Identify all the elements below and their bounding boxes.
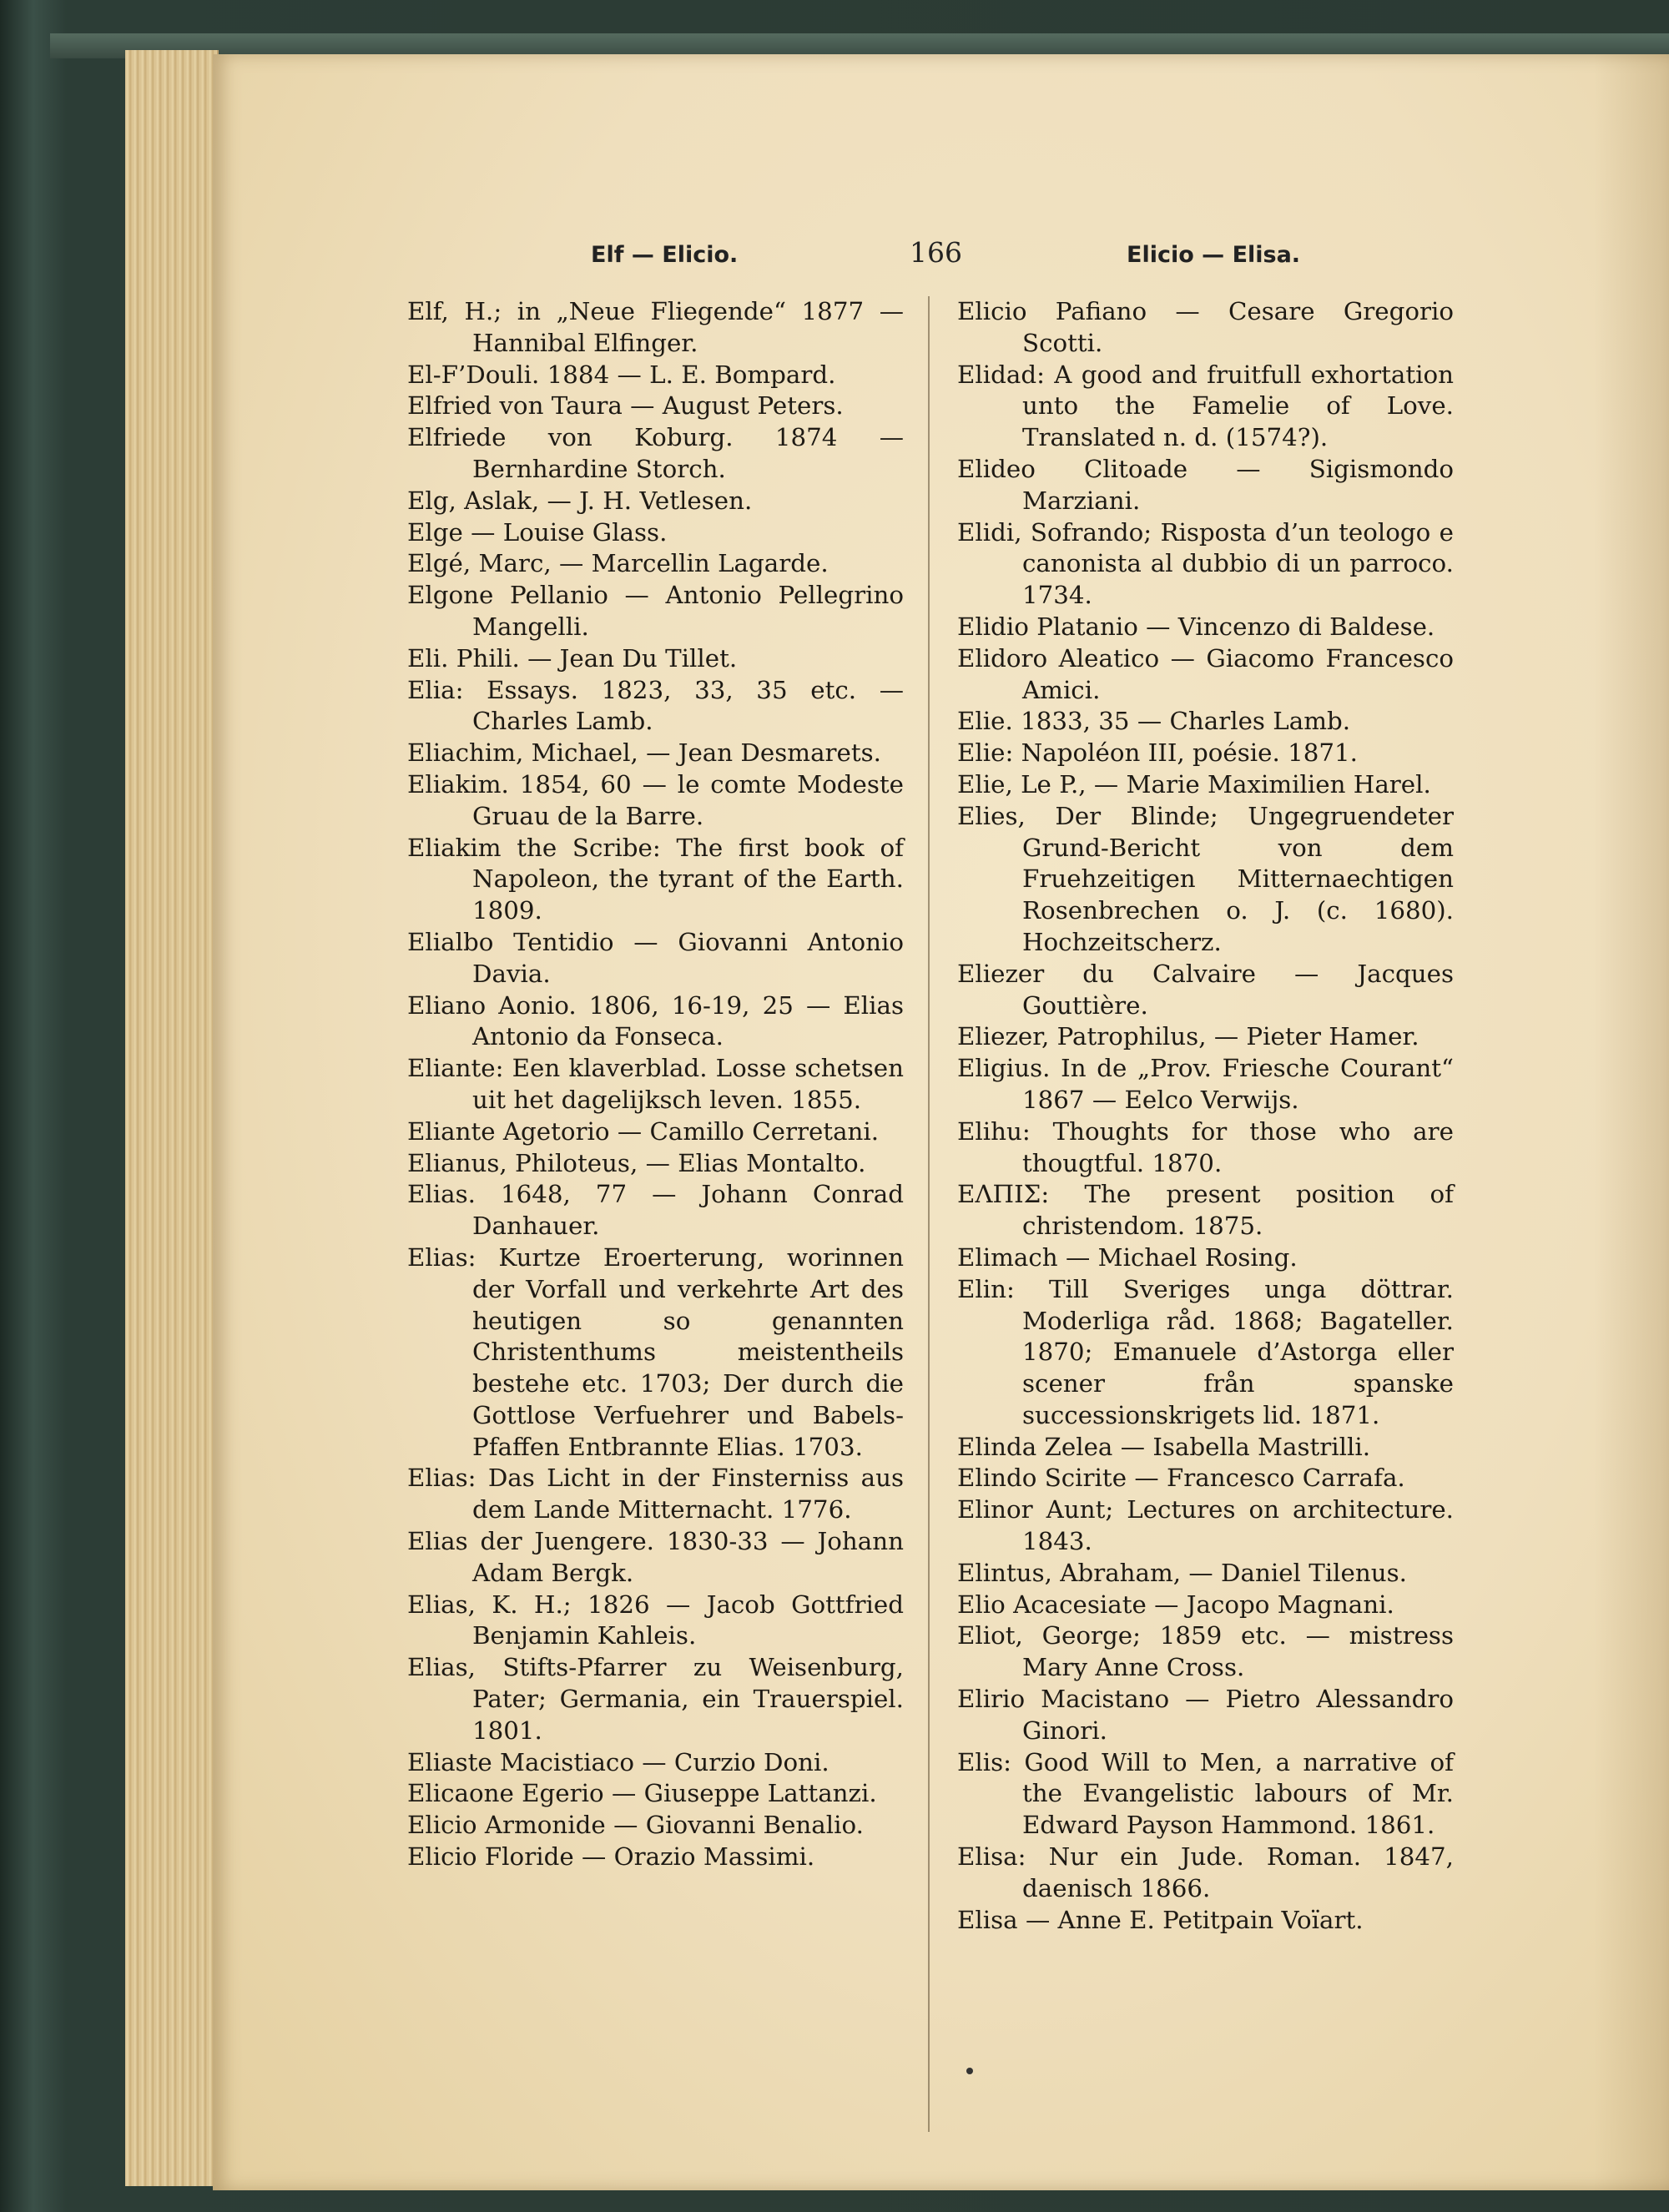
column-divider	[928, 296, 930, 2132]
index-entry: Elias: Das Licht in der Finsterniss aus dem Lande Mitternacht. 1776.	[407, 1464, 904, 1524]
right-column	[957, 296, 1454, 1936]
index-entry: Elin: Till Sveriges unga döttrar. Moderliga råd. 1868; Bagateller. 1870; Emanuele d’Astorga eller scener från spanske successionskrigets lid. 1871.	[957, 1274, 1454, 1429]
index-entry: Elgé, Marc, — Marcellin Lagarde.	[407, 549, 829, 578]
index-entry: Eliezer du Calvaire — Jacques Gouttière.	[957, 959, 1454, 1020]
index-entry: Elicio Armonide — Giovanni Benalio.	[407, 1811, 864, 1840]
index-entry: Elicaone Egerio — Giuseppe Lattanzi.	[407, 1779, 877, 1808]
index-entry: Eliaste Macistiaco — Curzio Doni.	[407, 1747, 829, 1776]
index-entry: Elidoro Aleatico — Giacomo Francesco Amici.	[957, 643, 1454, 704]
index-entry: Elie, Le P., — Marie Maximilien Harel.	[957, 769, 1431, 799]
page-edges	[125, 50, 219, 2186]
left-column	[407, 296, 904, 1873]
index-entry: Eliakim the Scribe: The first book of Napoleon, the tyrant of the Earth. 1809.	[407, 833, 904, 925]
index-entry: El-F’Douli. 1884 — L. E. Bompard.	[407, 360, 836, 389]
index-entry: Eliante Agetorio — Camillo Cerretani.	[407, 1116, 880, 1146]
index-entry: Elias, Stifts-Pfarrer zu Weisenburg, Pater; Germania, ein Trauerspiel. 1801.	[407, 1653, 904, 1745]
index-entry: Elfriede von Koburg. 1874 — Bernhardine Storch.	[407, 423, 904, 483]
index-entry: Elias: Kurtze Eroerterung, worinnen der Vorfall und verkehrte Art des heutigen so genannten Christenthums meistentheils bestehe etc. 1703; Der durch die Gottlose Verfuehrer und Babels-Pfaffen Entbrannte Elias. 1703.	[407, 1242, 904, 1461]
index-entry: Elirio Macistano — Pietro Alessandro Ginori.	[957, 1685, 1454, 1745]
index-entry: Elias der Juengere. 1830-33 — Johann Adam Bergk.	[407, 1527, 904, 1587]
index-entry: Elias, K. H.; 1826 — Jacob Gottfried Benjamin Kahleis.	[407, 1590, 904, 1650]
index-entry: Elfried von Taura — August Peters.	[407, 391, 844, 421]
index-entry: Elinor Aunt; Lectures on architecture. 1843.	[957, 1495, 1454, 1556]
index-entry: Elindo Scirite — Francesco Carrafa.	[957, 1464, 1405, 1493]
index-entry: Elidio Platanio — Vincenzo di Baldese.	[957, 612, 1435, 641]
index-entry: Elie. 1833, 35 — Charles Lamb.	[957, 707, 1351, 736]
index-entry: Elimach — Michael Rosing.	[957, 1242, 1298, 1272]
index-entry: Elies, Der Blinde; Ungegruendeter Grund-Bericht von dem Fruehzeitigen Mitternaechtigen Rosenbrechen o. J. (c. 1680). Hochzeitscherz.	[957, 801, 1454, 956]
index-entry: Elie: Napoléon III, poésie. 1871.	[957, 738, 1358, 768]
index-entry: Eliachim, Michael, — Jean Desmarets.	[407, 738, 881, 768]
index-entry: Eliano Aonio. 1806, 16-19, 25 — Elias Antonio da Fonseca.	[407, 990, 904, 1051]
index-entry: Elia: Essays. 1823, 33, 35 etc. — Charles Lamb.	[407, 675, 904, 736]
index-entry: Elicio Pafiano — Cesare Gregorio Scotti.	[957, 297, 1454, 357]
index-entry: Elias. 1648, 77 — Johann Conrad Danhauer.	[407, 1180, 904, 1241]
index-entry: Elinda Zelea — Isabella Mastrilli.	[957, 1432, 1371, 1461]
index-entry: Elf, H.; in „Neue Fliegende“ 1877 — Hannibal Elfinger.	[407, 297, 904, 357]
index-entry: Elge — Louise Glass.	[407, 517, 668, 547]
index-entry: Elicio Floride — Orazio Massimi.	[407, 1842, 815, 1872]
index-entry: Elihu: Thoughts for those who are thougtful. 1870.	[957, 1116, 1454, 1177]
index-entry: Elidi, Sofrando; Risposta d’un teologo e canonista al dubbio di un parroco. 1734.	[957, 517, 1454, 610]
index-entry: Eliezer, Patrophilus, — Pieter Hamer.	[957, 1022, 1419, 1051]
index-entry: Elis: Good Will to Men, a narrative of the Evangelistic labours of Mr. Edward Payson Hammond. 1861.	[957, 1747, 1454, 1840]
index-entry: Eli. Phili. — Jean Du Tillet.	[407, 643, 738, 673]
index-entry: Elgone Pellanio — Antonio Pellegrino Mangelli.	[407, 581, 904, 641]
index-entry: Eliante: Een klaverblad. Losse schetsen uit het dagelijksch leven. 1855.	[407, 1054, 904, 1114]
index-entry: Elianus, Philoteus, — Elias Montalto.	[407, 1148, 866, 1177]
index-entry: Elidad: A good and fruitfull exhortation unto the Famelie of Love. Translated n. d. (1574?).	[957, 360, 1454, 452]
speck	[966, 2068, 973, 2074]
index-entry: Elisa — Anne E. Petitpain Voïart.	[957, 1905, 1364, 1934]
running-header-right: Elicio — Elisa.	[1127, 242, 1301, 268]
index-entry: Elialbo Tentidio — Giovanni Antonio Davia.	[407, 927, 904, 988]
page-number: 166	[910, 236, 962, 269]
index-entry: ΕΛΠΙΣ: The present position of christendom. 1875.	[957, 1180, 1454, 1241]
index-entry: Eliakim. 1854, 60 — le comte Modeste Gruau de la Barre.	[407, 769, 904, 830]
index-entry: Elideo Clitoade — Sigismondo Marziani.	[957, 454, 1454, 515]
index-entry: Elg, Aslak, — J. H. Vetlesen.	[407, 486, 753, 515]
index-entry: Eligius. In de „Prov. Friesche Courant“ 1867 — Eelco Verwijs.	[957, 1054, 1454, 1114]
running-header-left: Elf — Elicio.	[591, 242, 739, 268]
index-entry: Elintus, Abraham, — Daniel Tilenus.	[957, 1558, 1407, 1587]
index-entry: Elisa: Nur ein Jude. Roman. 1847, daenisch 1866.	[957, 1842, 1454, 1902]
index-entry: Elio Acacesiate — Jacopo Magnani.	[957, 1590, 1394, 1619]
index-entry: Eliot, George; 1859 etc. — mistress Mary Anne Cross.	[957, 1621, 1454, 1682]
page-shadow	[1594, 54, 1669, 2190]
